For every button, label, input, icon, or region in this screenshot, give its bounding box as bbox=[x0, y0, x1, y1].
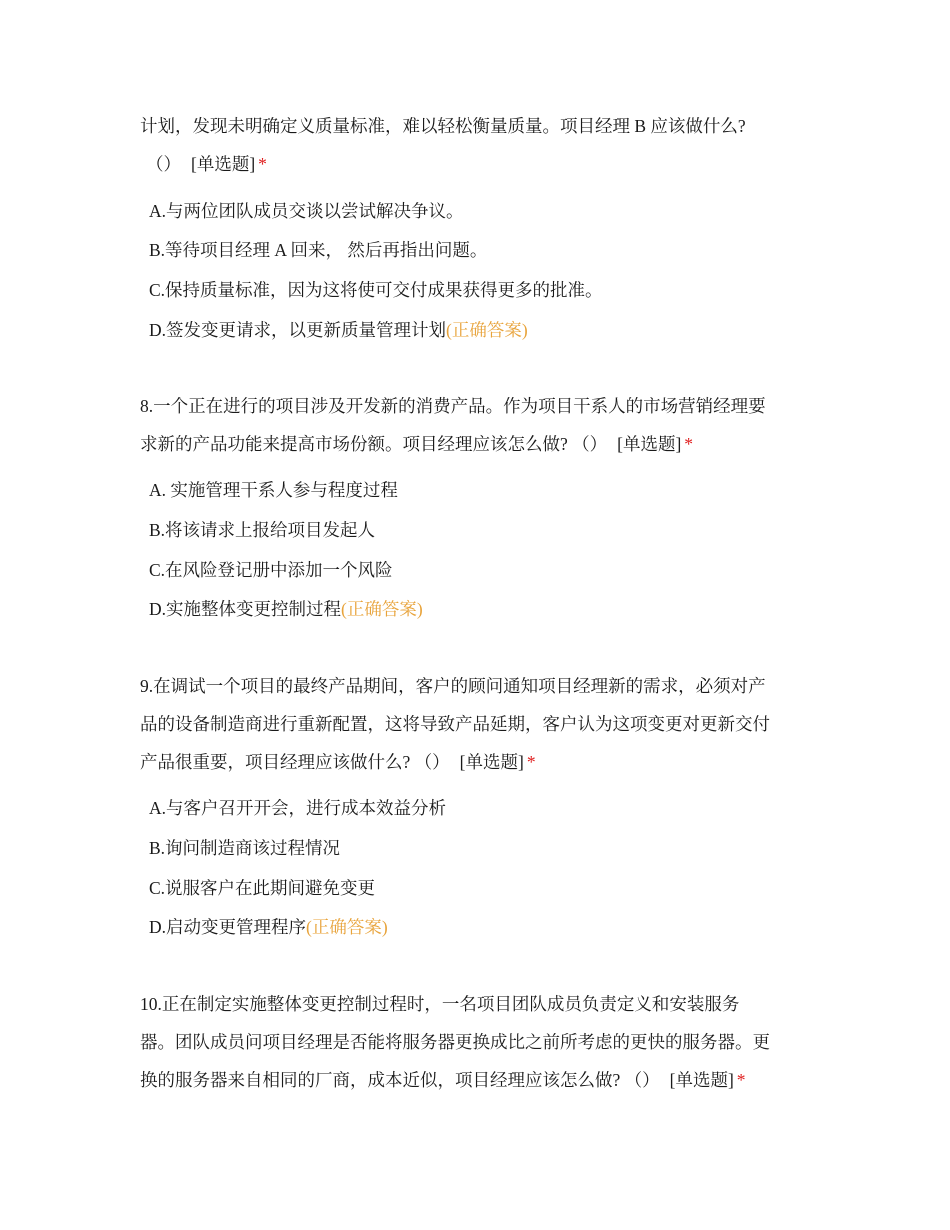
question-text: 产品很重要，项目经理应该做什么? （） bbox=[140, 752, 450, 772]
question-last-line bbox=[146, 152, 267, 176]
option-b bbox=[149, 836, 340, 860]
question-type-tag: [单选题] bbox=[617, 434, 682, 454]
question-line: 计划，发现未明确定义质量标准，难以轻松衡量质量。项目经理 B 应该做什么? bbox=[140, 116, 746, 136]
option-text: C.保持质量标准，因为这将使可交付成果获得更多的批准。 bbox=[149, 280, 603, 300]
option-text: B.将该请求上报给项目发起人 bbox=[149, 520, 376, 540]
option-text: A.与客户召开开会，进行成本效益分析 bbox=[149, 798, 447, 818]
question-last-line bbox=[140, 750, 536, 774]
question-last-line bbox=[140, 1068, 746, 1092]
option-d bbox=[149, 318, 528, 342]
option-text: A.与两位团队成员交谈以尝试解决争议。 bbox=[149, 201, 464, 221]
option-c bbox=[149, 278, 603, 302]
question-last-line bbox=[140, 432, 693, 456]
option-text: D.实施整体变更控制过程 bbox=[149, 599, 342, 619]
question-line: 8.一个正在进行的项目涉及开发新的消费产品。作为项目干系人的市场营销经理要 bbox=[140, 396, 766, 416]
question-text: 求新的产品功能来提高市场份额。项目经理应该怎么做? （） bbox=[140, 434, 608, 454]
question-line: 器。团队成员问项目经理是否能将服务器更换成比之前所考虑的更快的服务器。更 bbox=[140, 1032, 770, 1052]
question-line: 品的设备制造商进行重新配置，这将导致产品延期，客户认为这项变更对更新交付 bbox=[140, 714, 770, 734]
option-c bbox=[149, 876, 375, 900]
required-mark: * bbox=[736, 1070, 746, 1090]
option-text: C.说服客户在此期间避免变更 bbox=[149, 878, 376, 898]
option-text: B.询问制造商该过程情况 bbox=[149, 838, 341, 858]
option-text: B.等待项目经理 A 回来， 然后再指出问题。 bbox=[149, 240, 488, 260]
question-line: 10.正在制定实施整体变更控制过程时，一名项目团队成员负责定义和安装服务 bbox=[140, 994, 740, 1014]
correct-answer-label: (正确答案) bbox=[341, 599, 423, 619]
option-d bbox=[149, 597, 423, 621]
option-text: D.签发变更请求，以更新质量管理计划 bbox=[149, 320, 447, 340]
option-b bbox=[149, 238, 487, 262]
question-line: 9.在调试一个项目的最终产品期间，客户的顾问通知项目经理新的需求，必须对产 bbox=[140, 676, 766, 696]
question-text: 换的服务器来自相同的厂商，成本近似，项目经理应该怎么做? （） bbox=[140, 1070, 660, 1090]
question-text: （） bbox=[146, 154, 181, 174]
required-mark: * bbox=[526, 752, 536, 772]
option-a bbox=[149, 796, 446, 820]
required-mark: * bbox=[684, 434, 694, 454]
correct-answer-label: (正确答案) bbox=[306, 917, 388, 937]
question-type-tag: [单选题] bbox=[459, 752, 524, 772]
option-a bbox=[149, 478, 398, 502]
question-type-tag: [单选题] bbox=[669, 1070, 734, 1090]
option-d bbox=[149, 915, 388, 939]
required-mark: * bbox=[258, 154, 267, 174]
option-b bbox=[149, 518, 375, 542]
option-text: D.启动变更管理程序 bbox=[149, 917, 307, 937]
option-a bbox=[149, 199, 464, 223]
option-text: C.在风险登记册中添加一个风险 bbox=[149, 560, 393, 580]
correct-answer-label: (正确答案) bbox=[446, 320, 528, 340]
question-type-tag: [单选题] bbox=[191, 154, 256, 174]
option-c bbox=[149, 558, 393, 582]
option-text: A. 实施管理干系人参与程度过程 bbox=[149, 480, 398, 500]
